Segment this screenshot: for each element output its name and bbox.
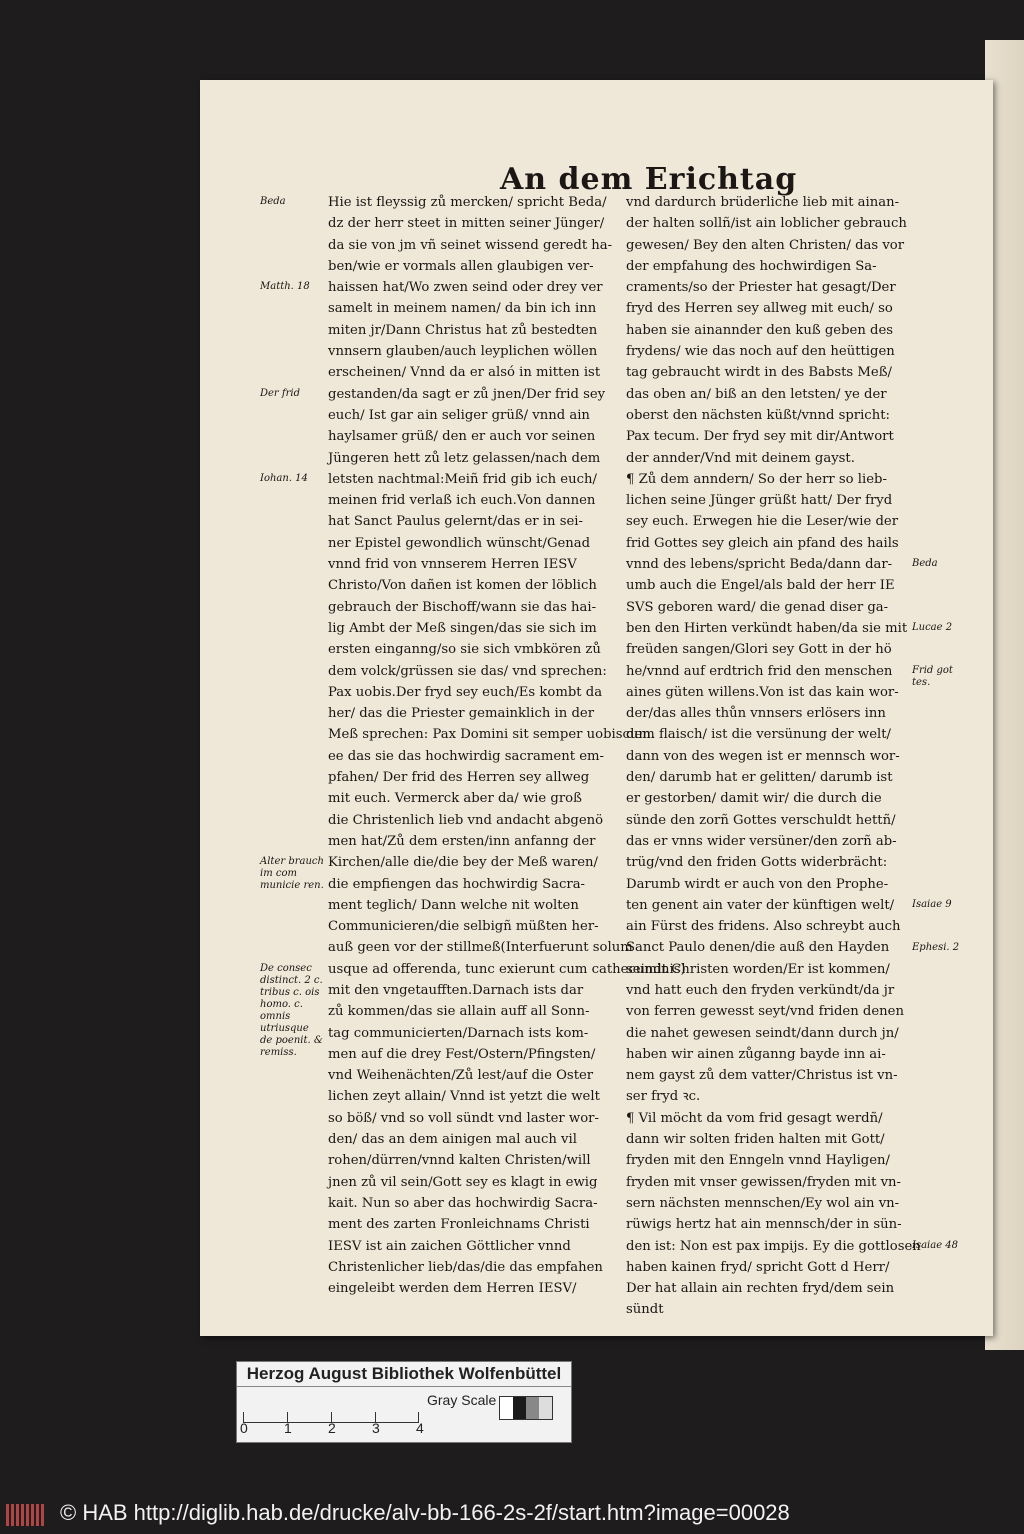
left-text-line: eingeleibt werden dem Herren IESV/ [328,1281,577,1297]
left-text-line: Jüngeren hett zů letz gelassen/nach dem [328,450,601,466]
right-text-line: fryden mit den Enngeln vnnd Hayligen/ [626,1153,890,1169]
ruler-number: 2 [328,1420,336,1436]
left-text-line: usque ad offerenda, tunc exierunt cum cathecuminis) [328,961,686,977]
right-text-line: ¶ Zů dem anndern/ So der herr so lieb- [626,471,887,487]
hab-logo-icon [6,1504,46,1526]
right-text-line: vnnd des lebens/spricht Beda/dann dar- [626,557,893,573]
left-text-line: pfahen/ Der frid des Herren sey allweg [328,770,590,786]
footer-copyright-link[interactable]: © HAB http://diglib.hab.de/drucke/alv-bb-166-2s-2f/start.htm?image=00028 [60,1500,790,1525]
left-text-line: lig Ambt der Meß singen/das sie sich im [328,620,597,636]
right-text-line: gewesen/ Bey den alten Christen/ das vor [626,237,905,253]
left-text-line: jnen zů vil sein/Gott sey es klagt in ewig [328,1174,598,1190]
right-text-line: vnd hatt euch den fryden verkündt/da jr [626,982,895,998]
left-text-line: den/ das an dem ainigen mal auch vil [328,1132,577,1148]
card-divider [237,1386,571,1387]
left-text-line: gestanden/da sagt er zů jnen/Der frid sey [328,386,606,402]
left-text-line: men auf die drey Fest/Ostern/Pfingsten/ [328,1046,596,1062]
right-text-line: haben kainen fryd/ spricht Gott d Herr/ [626,1259,890,1275]
right-text-line: die nahet gewesen seindt/dann durch jn/ [626,1025,899,1041]
left-text-line: meinen frid verlaß ich euch.Von dannen [328,493,596,509]
right-text-line: sey euch. Erwegen hie die Leser/wie der [626,514,899,530]
left-text-line: lichen zeyt allain/ Vnnd ist yetzt die welt [328,1089,600,1105]
left-text-line: euch/ Ist gar ain seliger grüß/ vnnd ain [328,407,590,423]
left-text-line: gebrauch der Bischoff/wann sie das hai- [328,599,597,615]
left-text-line: die empfiengen das hochwirdig Sacra- [328,876,586,892]
library-name: Herzog August Bibliothek Wolfenbüttel [246,1364,562,1383]
right-text-line: haben wir ainen zůganng bayde inn ai- [626,1046,886,1062]
right-text-line: ¶ Vil möcht da vom frid gesagt werdñ/ [626,1110,883,1126]
right-text-line: SVS geboren ward/ die genad diser ga- [626,599,889,615]
right-text-line: tag gebraucht wirdt in des Babsts Meß/ [626,365,892,381]
right-text-line: dann wir solten friden halten mit Gott/ [626,1132,885,1148]
left-margin-note: Matth. 18 [260,281,310,293]
right-margin-note: Lucae 2 [912,622,953,633]
right-text-line: he/vnnd auf erdtrich frid den menschen [626,663,893,679]
left-text-line: ment teglich/ Dann welche nit wolten [328,897,579,913]
left-text-line: letsten nachtmal:Meiñ frid gib ich euch/ [328,471,597,487]
left-text-line: Communicieren/die selbigñ müßten her- [328,919,599,935]
right-margin-note: Isaiae 9 [912,898,952,910]
right-margin-note: Frid got tes. [912,664,953,688]
right-text-line: Pax tecum. Der fryd sey mit dir/Antwort [626,429,894,445]
left-text-line: kait. Nun so aber das hochwirdig Sacra- [328,1195,598,1211]
right-margin-note: Isaiae 48 [912,1239,959,1251]
right-text-line: ten genent ain vater der künftigen welt/ [626,897,895,913]
right-text-line: seindt Christen worden/Er ist kommen/ [626,961,890,977]
right-text-line: frid Gottes sey gleich ain pfand des hails [626,535,899,551]
left-text-line: hat Sanct Paulus gelernt/das er in sei- [328,514,583,530]
right-text-line: haben sie ainannder den kuß geben des [626,322,894,338]
ruler-number: 0 [240,1420,248,1436]
left-text-line: zů kommen/das sie allain auff all Sonn- [328,1004,590,1020]
left-margin-note: Alter brauch im com municie ren. [260,856,324,892]
left-text-line: mit euch. Vermerck aber da/ wie groß [328,791,582,807]
left-text-line: haylsamer grüß/ den er auch vor seinen [328,429,596,445]
left-margin-note: De consec distinct. 2 c. tribus c. ois homo. c. omnis utriusque de poenit. & remiss. [260,962,323,1058]
color-scale-card [236,1361,572,1443]
right-text-line: umb auch die Engel/als bald der herr IE [626,578,895,594]
ruler-number: 1 [284,1420,292,1436]
footer-bar [0,1494,1024,1534]
right-text-line: craments/so der Priester hat gesagt/Der [626,280,896,296]
left-text-line: Pax uobis.Der fryd sey euch/Es kombt da [328,684,603,700]
left-text-line: Hie ist fleyssig zů mercken/ spricht Beda/ [328,195,607,210]
left-text-line: so böß/ vnd so voll sündt vnd laster wor- [328,1110,599,1126]
gray-scale-label: Gray Scale [427,1392,497,1408]
left-margin-note: Iohan. 14 [260,472,308,484]
left-text-line: erscheinen/ Vnnd da er alsó in mitten ist [328,365,601,381]
left-text-line: ment des zarten Fronleichnams Christi [328,1217,590,1233]
left-text-line: her/ das die Priester gemainklich in der [328,706,594,722]
left-text-line: vnnsern glauben/auch leyplichen wöllen [328,344,598,360]
ruler-number: 4 [416,1420,424,1436]
left-text-line: ersten einganng/so sie sich vmbkören zů [328,642,601,658]
ruler-number: 3 [372,1420,380,1436]
left-text-line: da sie von jm vñ seinet wissend geredt ha- [328,237,613,253]
right-text-line: freüden sangen/Glori sey Gott in der hö [626,642,892,658]
right-text-line: ser fryd ꝛc. [626,1089,701,1105]
left-text-line: mit den vngetaufften.Darnach ists dar [328,982,584,998]
right-text-line: sündt [626,1302,664,1318]
right-text-column [626,192,921,1321]
right-text-line: ben den Hirten verkündt haben/da sie mit [626,620,908,636]
right-text-line: dann von des wegen ist er mennsch wor- [626,748,900,764]
right-text-line: nem gayst zů dem vatter/Christus ist vn- [626,1068,898,1084]
right-text-line: der annder/Vnd mit deinem gayst. [626,450,855,466]
right-text-line: trüg/vnd den friden Gotts widerbrächt: [626,855,888,871]
right-text-line: das oben an/ biß an den letsten/ ye der [626,386,887,402]
left-margin-note: Beda [260,196,286,207]
left-text-line: men hat/Zů dem ersten/inn anfanng der [328,833,596,849]
right-text-line: fryden mit vnser gewissen/fryden mit vn- [626,1174,901,1190]
left-text-line: dem volck/grüssen sie das/ vnd sprechen: [328,663,607,679]
left-text-line: Kirchen/alle die/die bey der Meß waren/ [328,855,598,871]
right-text-line: oberst den nächsten küßt/vnnd spricht: [626,407,890,423]
document-page [200,80,993,1336]
right-text-line: Der hat allain ain rechten fryd/dem sein [626,1281,895,1297]
right-text-line: der/das alles thůn vnnsers erlösers inn [626,706,886,722]
right-text-line: lichen seine Jünger grüßt hatt/ Der fryd [626,493,893,509]
right-text-line: ain Fürst des fridens. Also schreybt auch [626,919,901,935]
left-margin-note: Der frid [260,387,300,399]
gray-scale-swatches [499,1396,553,1420]
left-text-line: Christenlicher lieb/das/die das empfahen [328,1259,603,1275]
left-text-line: auß geen vor der stillmeß(Interfuerunt solum [328,940,633,956]
right-text-line: das er vnns wider versüner/den zorñ ab- [626,833,897,849]
right-text-line: vnd dardurch brüderliche lieb mit ainan- [626,195,900,210]
left-text-line: rohen/dürren/vnnd kalten Christen/will [328,1153,591,1169]
left-text-line: Meß sprechen: Pax Domini sit semper uobiscum. [328,727,656,743]
right-text-line: sern nächsten mennschen/Ey wol ain vn- [626,1195,900,1211]
left-text-line: vnnd frid von vnnserem Herren IESV [328,557,577,573]
right-text-line: der halten sollñ/ist ain loblicher gebrauch [626,216,907,232]
right-text-line: Darumb wirdt er auch von den Prophe- [626,876,889,892]
page-heading: An dem Erichtag [500,162,798,197]
right-margin-note: Beda [912,558,938,570]
right-text-line: frydens/ wie das noch auf den heüttigen [626,344,895,360]
right-text-line: der empfahung des hochwirdigen Sa- [626,258,877,274]
left-text-line: vnd Weihenächten/Zů lest/auf die Oster [328,1068,594,1084]
right-text-line: den/ darumb hat er gelitten/ darumb ist [626,770,893,786]
right-text-line: von ferren gewesst seyt/vnd friden denen [626,1004,904,1020]
left-text-line: miten jr/Dann Christus hat zů bestedten [328,322,598,338]
right-text-line: aines güten willens.Von ist das kain wor- [626,684,899,700]
right-margin-note: Ephesi. 2 [912,941,960,953]
right-text-line: den ist: Non est pax impijs. Ey die gottlosen [626,1238,921,1254]
left-text-line: Christo/Von dañen ist komen der löblich [328,578,597,594]
left-text-line: dz der herr steet in mitten seiner Jünger/ [328,216,605,232]
left-text-line: ner Epistel gewondlich wünscht/Genad [328,535,591,551]
left-text-line: die Christenlich lieb vnd andacht abgenö [328,812,604,828]
right-text-line: Sanct Paulo denen/die auß den Hayden [626,940,890,956]
left-text-line: ee das sie das hochwirdig sacrament em- [328,748,604,764]
right-text-line: sünde den zorñ Gottes verschuldt hettñ/ [626,812,896,828]
right-text-line: dem flaisch/ ist die versünung der welt/ [626,727,891,743]
right-text-line: fryd des Herren sey allweg mit euch/ so [626,301,893,317]
left-text-line: samelt in meinem namen/ da bin ich inn [328,301,597,317]
right-text-line: rüwigs hertz hat ain mennsch/der in sün- [626,1217,902,1233]
left-text-line: haissen hat/Wo zwen seind oder drey ver [328,280,603,296]
left-text-line: tag communicierten/Darnach ists kom- [328,1025,589,1041]
left-text-line: ben/wie er vormals allen glaubigen ver- [328,258,594,274]
right-text-line: er gestorben/ damit wir/ die durch die [626,791,882,807]
left-text-line: IESV ist ain zaichen Göttlicher vnnd [328,1238,571,1254]
